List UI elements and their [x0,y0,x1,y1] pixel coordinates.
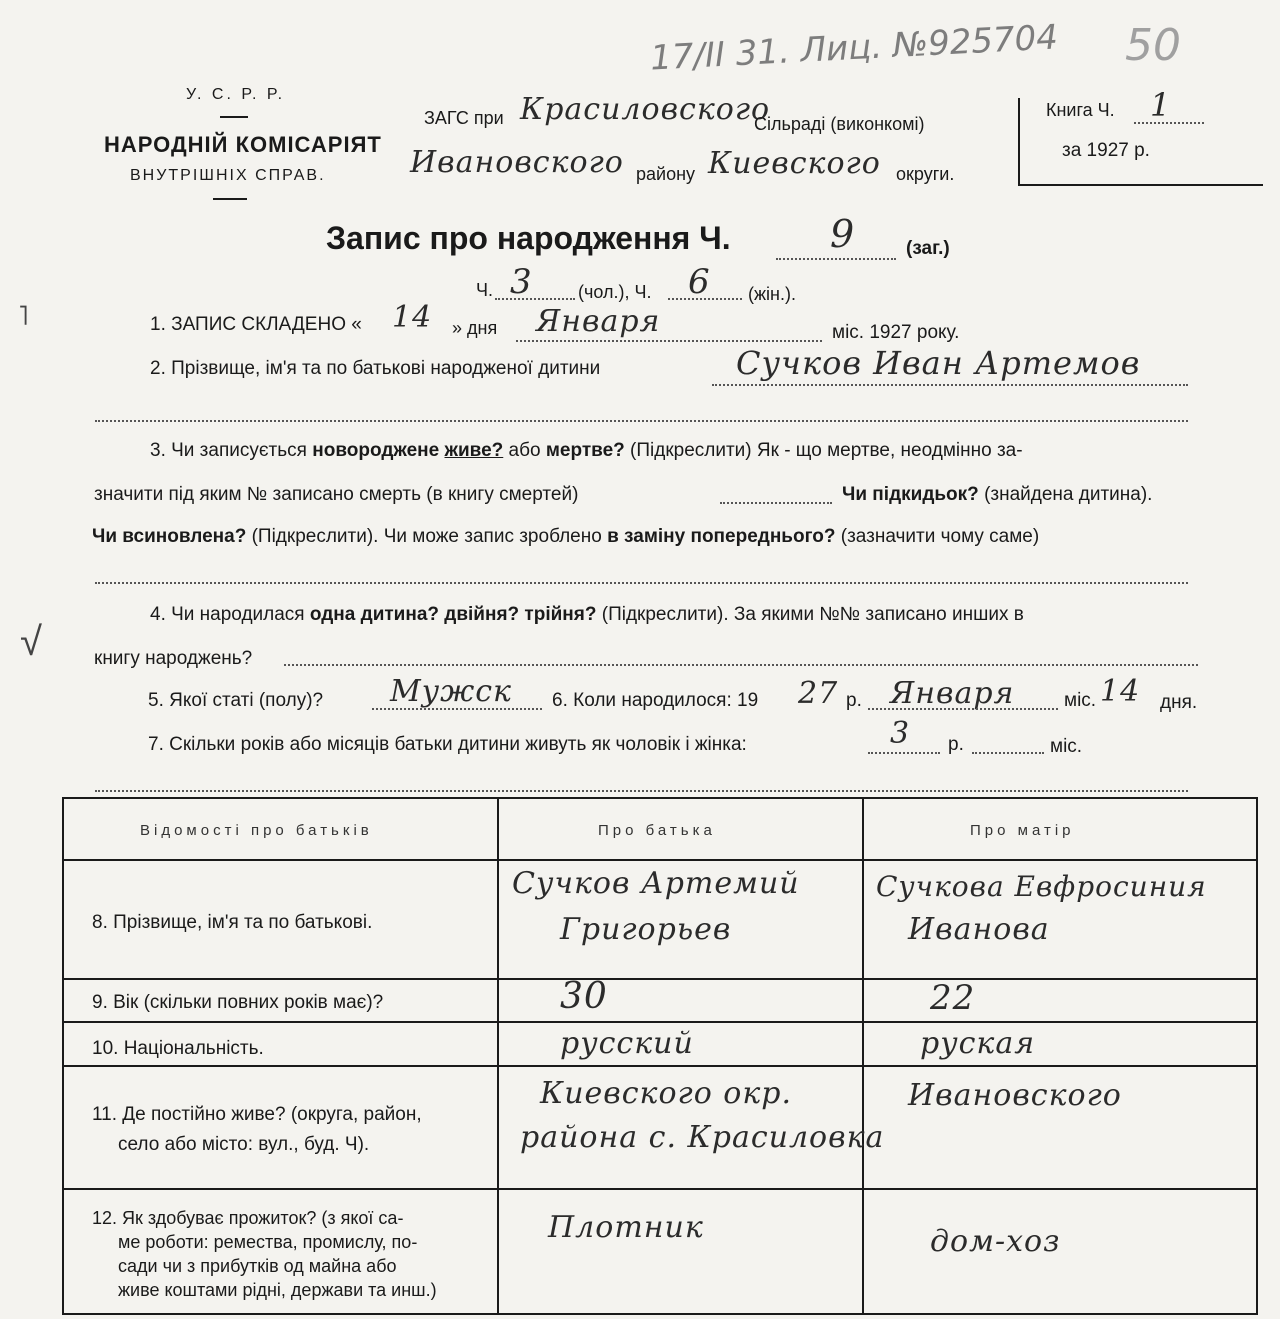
male-count: 3 [510,262,533,302]
record-title: Запис про народження Ч. [326,220,731,256]
field1-day: 14 [392,300,433,335]
table-row-line [62,1021,1258,1023]
field6-year: 27 [798,676,839,711]
field5-value: Мужск [390,674,512,709]
field5-line [372,708,542,710]
field1-month: Января [536,304,661,339]
field7-r: р. [948,734,964,755]
field7-years-line [868,752,940,754]
row12-mother: дом-хоз [930,1224,1061,1259]
row8-father-line2: Григорьев [560,912,732,947]
table-row-line [62,859,1258,861]
book-box-left-border [1018,98,1020,186]
female-label: (жін.). [748,284,796,304]
row9-father: 30 [560,976,608,1017]
field2-line [712,384,1188,386]
row8-father-line1: Сучков Артемий [512,866,800,901]
field6-r: р. [846,690,862,711]
row11-label-line2: село або місто: вул., буд. Ч). [118,1134,370,1155]
field1-suffix: міс. 1927 року. [832,322,960,343]
field7-years: 3 [890,716,911,751]
row8-label: 8. Прізвище, ім'я та по батькові. [92,912,373,933]
field1-label: 1. ЗАПИС СКЛАДЕНО « [150,314,362,335]
field6-month: Января [890,676,1015,711]
internal-affairs-label: ВНУТРІШНІХ СПРАВ. [130,167,326,184]
book-number-line [1134,122,1204,124]
field4-line2: книгу народжень? [94,648,253,669]
zags-village: Красиловского [520,92,771,127]
book-box-bottom-border [1018,184,1263,186]
field3-line1: 3. Чи записується новороджене живе? або мертве? (Підкреслити) Як - що мертве, неодмінно за- [150,440,1023,461]
row10-mother: руская [920,1026,1036,1061]
header-mother: Про матір [970,822,1075,839]
male-count-line [495,298,575,300]
field3-death-line [720,502,832,504]
commissariat-title: НАРОДНІЙ КОМІСАРІЯТ [104,132,382,157]
field7-extra-line [95,790,1188,792]
zags-suffix: Сільраді (виконкомі) [754,114,925,134]
field6-day: 14 [1100,674,1141,709]
row9-label: 9. Вік (скільки повних років має)? [92,992,384,1013]
row12-label-line3: сади чи з прибутків од майна або [118,1256,397,1276]
header-father: Про батька [598,822,716,839]
row11-father-line2: района с. Красиловка [520,1120,885,1155]
field6-label: 6. Коли народилося: 19 [552,690,759,711]
header-dash [220,116,248,118]
field7-label: 7. Скільки років або місяців батьки дитини живуть як чоловік і жінка: [148,734,747,755]
field3-line2-b: Чи підкидьок? (знайдена дитина). [842,484,1153,505]
record-number: 9 [830,212,856,256]
row12-label-line1: 12. Як здобуває прожиток? (з якої са- [92,1208,404,1228]
field5-label: 5. Якої статі (полу)? [148,690,324,711]
field3-line2-a: значити під яким № записано смерть (в книгу смертей) [94,484,579,505]
sheet-number: 50 [1125,20,1181,71]
margin-mark-icon: ˥ [18,300,29,331]
table-divider-1 [497,798,499,1314]
field2-value: Сучков Иван Артемов [736,344,1141,382]
field2-line-2 [95,420,1188,422]
field7-mis: міс. [1050,736,1083,757]
field4-line1: 4. Чи народилася одна дитина? двійня? трійня? (Підкреслити). За якими №№ записано инших в [150,604,1024,625]
book-year: за 1927 р. [1062,140,1150,161]
field6-month-line [868,708,1058,710]
male-label: (чол.), Ч. [578,282,652,302]
table-row-line [62,978,1258,980]
book-number: 1 [1150,86,1172,124]
zags-prefix: ЗАГС при [424,108,504,128]
row10-label: 10. Національність. [92,1038,264,1059]
archive-pencil-note: 17/II 31. Лиц. №925704 [649,17,1059,79]
field4-line [284,664,1198,666]
header-dash-2 [213,198,247,200]
okrug-name: Киевского [708,146,881,181]
row9-mother: 22 [930,978,976,1018]
field1-mid: » дня [452,318,498,338]
table-row-line [62,1188,1258,1190]
table-divider-2 [862,798,864,1314]
row12-label-line4: живе коштами рідні, держави та инш.) [118,1280,437,1300]
district-name: Ивановского [410,145,624,180]
record-suffix: (заг.) [906,238,950,259]
district-label: району [636,164,696,184]
row8-mother-line2: Иванова [908,912,1050,947]
field1-month-line [516,340,822,342]
field3-line3: Чи всиновлена? (Підкреслити). Чи може запис зроблено в заміну попереднього? (зазначити чому саме) [92,526,1040,547]
row12-label-line2: ме роботи: ремества, промислу, по- [118,1232,418,1252]
ussr-label: У. С. Р. Р. [186,86,286,103]
record-number-line [776,258,896,260]
row12-father: Плотник [548,1210,704,1245]
field3-line-extra [95,582,1188,584]
row8-mother-line1: Сучкова Евфросиния [876,870,1207,903]
female-count: 6 [688,262,711,302]
row11-father-line1: Киевского окр. [540,1076,793,1111]
field2-label: 2. Прізвище, ім'я та по батькові народженої дитини [150,358,601,379]
ch-label: Ч. [476,280,493,300]
female-count-line [668,298,742,300]
table-row-line [62,1065,1258,1067]
field6-suffix: дня. [1160,692,1198,713]
field6-mis: міс. [1064,690,1097,711]
margin-check-icon: √ [20,620,42,664]
book-label: Книга Ч. [1046,100,1115,120]
row11-label-line1: 11. Де постійно живе? (округа, район, [92,1104,422,1125]
row11-mother: Ивановского [908,1078,1122,1113]
row10-father: русский [560,1026,694,1061]
field7-months-line [972,752,1044,754]
okrug-label: округи. [896,164,955,184]
header-parents-info: Відомості про батьків [140,822,373,839]
